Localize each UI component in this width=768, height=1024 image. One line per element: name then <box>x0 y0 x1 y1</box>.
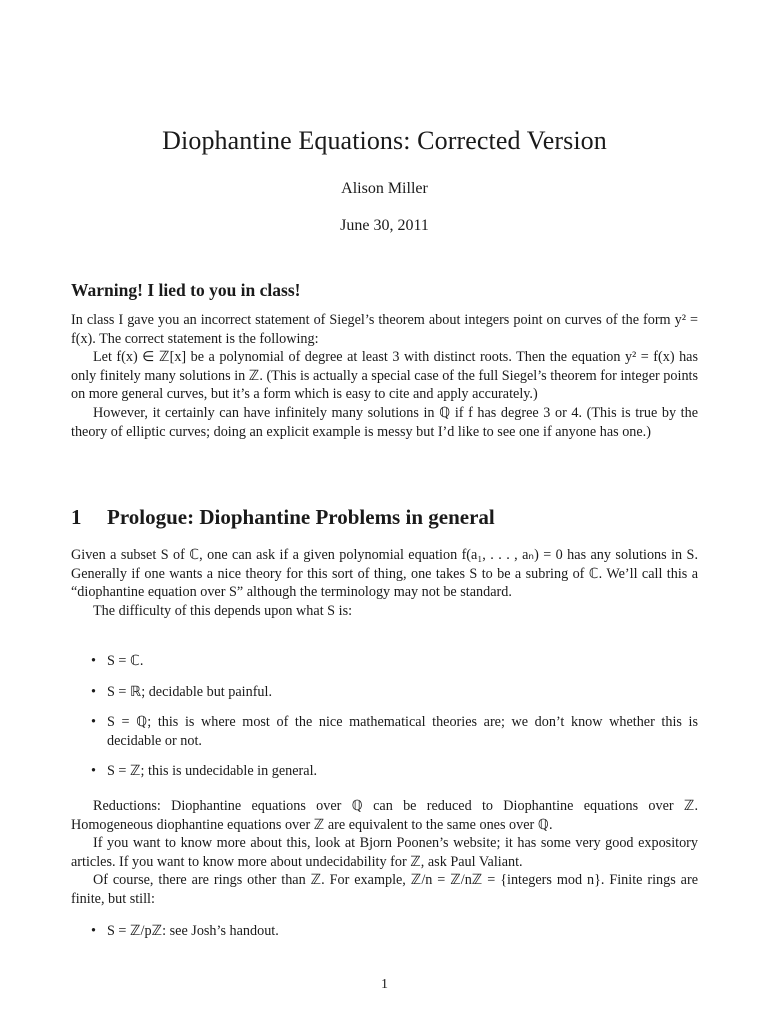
document-date: June 30, 2011 <box>340 217 429 234</box>
bullet-icon: • <box>91 763 96 780</box>
bullet-icon: • <box>91 714 96 731</box>
list-item: • S = ℤ/pℤ: see Josh’s handout. <box>91 923 279 939</box>
section-1-paragraph-3: Reductions: Diophantine equations over ℚ can be reduced to Diophantine equations over ℤ. Homogeneous diophantine equations over ℤ are equivalent to the same ones over ℚ. <box>71 798 698 833</box>
list-item: • S = ℝ; decidable but painful. <box>91 683 273 700</box>
warning-paragraph-1: In class I gave you an incorrect statement of Siegel’s theorem about integers point on curves of the form y² = f(x). The correct statement is the following: <box>71 312 698 347</box>
bullet-icon: • <box>91 683 96 700</box>
section-1-intro <box>71 546 698 620</box>
section-1-heading <box>71 505 495 530</box>
warning-paragraph-3: However, it certainly can have infinitely many solutions in ℚ if f has degree 3 or 4. (This is true by the theory of elliptic curves; doing an explicit example is messy but I’d like to see one if anyone has one.) <box>71 404 698 440</box>
section-1-paragraph-2: The difficulty of this depends upon what S is: <box>93 602 353 619</box>
ring-bullet-list <box>71 652 698 781</box>
document-page <box>71 0 698 1024</box>
list-item: • S = ℂ. <box>91 653 144 669</box>
page-number: 1 <box>381 977 388 992</box>
warning-paragraph-2: Let f(x) ∈ ℤ[x] be a polynomial of degree at least 3 with distinct roots. Then the equation y² = f(x) has only finitely many solutions in ℤ. (This is actually a special case of the full Siegel’s theorem for integer points on more general curves, but it’s a form which is easy to cite and apply accurately.) <box>71 349 698 403</box>
section-1-paragraph-5: Of course, there are rings other than ℤ. For example, ℤ/n = ℤ/nℤ = {integers mod n}. Finite rings are finite, but still: <box>71 872 698 907</box>
section-1-number: 1 <box>71 505 82 529</box>
section-1-paragraph-1: Given a subset S of ℂ, one can ask if a given polynomial equation f(a₁, . . . , aₙ) = 0 has any solutions in S. Generally if one wants a nice theory for this sort of thing, one takes S to be a subring of ℂ. We’ll call this a “diophantine equation over S” although the terminology may not be standard. <box>71 547 698 601</box>
finite-ring-bullet-list <box>71 922 698 941</box>
warning-heading: Warning! I lied to you in class! <box>71 280 301 300</box>
bullet-icon: • <box>91 653 96 669</box>
bullet-icon: • <box>91 923 96 939</box>
section-1-continued <box>71 797 698 909</box>
list-item: • S = ℤ; this is undecidable in general. <box>91 763 318 780</box>
list-item: • S = ℚ; this is where most of the nice mathematical theories are; we don’t know whether this is decidable or not. <box>91 714 698 749</box>
document-title: Diophantine Equations: Corrected Version <box>162 126 607 155</box>
section-1-title: Prologue: Diophantine Problems in general <box>107 505 495 529</box>
section-1-paragraph-4: If you want to know more about this, look at Bjorn Poonen’s website; it has some very good expository articles. If you want to know more about undecidability for ℤ, ask Paul Valiant. <box>71 835 698 870</box>
warning-body <box>71 311 698 441</box>
author-name: Alison Miller <box>341 180 428 197</box>
